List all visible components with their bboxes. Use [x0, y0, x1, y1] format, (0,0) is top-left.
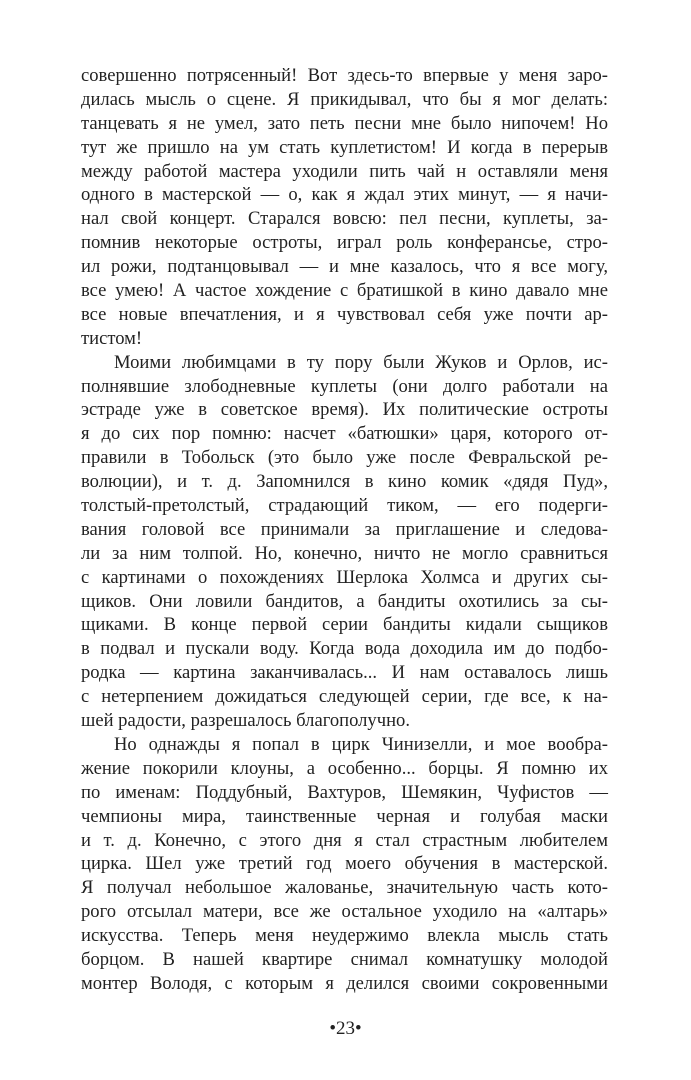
- text-line: рого отсылал матери, все же остальное уходило на «алтарь»: [81, 901, 608, 923]
- text-line: ли за ним толпой. Но, конечно, ничто не могло сравниться: [81, 542, 608, 564]
- text-line: одного в мастерской — о, как я ждал этих минут, — я начи-: [81, 184, 608, 206]
- text-line: я до сих пор помню: насчет «батюшки» царя, которого от-: [81, 423, 608, 445]
- text-line: полнявшие злободневные куплеты (они долго работали на: [81, 375, 608, 397]
- text-line: искусства. Теперь меня неудержимо влекла мысль стать: [81, 925, 608, 947]
- text-line: борцом. В нашей квартире снимал комнатушку молодой: [81, 948, 608, 970]
- text-line: жение покорили клоуны, а особенно... борцы. Я помню их: [81, 757, 608, 779]
- text-line: все новые впечатления, и я чувствовал себя уже почти ар-: [81, 303, 608, 325]
- text-line: волюции), и т. д. Запомнился в кино комик «дядя Пуд»,: [81, 471, 608, 493]
- text-line: правили в Тобольск (это было уже после Февральской ре-: [81, 447, 608, 469]
- text-line: все умею! А частое хождение с братишкой в кино давало мне: [81, 280, 608, 302]
- text-line: совершенно потрясенный! Вот здесь-то впервые у меня заро-: [81, 65, 608, 86]
- text-line: в подвал и пускали воду. Когда вода доходила им до подбо-: [81, 638, 608, 660]
- text-line: между работой мастера уходили пить чай н оставляли меня: [81, 160, 608, 182]
- text-line: родка — картина заканчивалась... И нам оставалось лишь: [81, 662, 608, 684]
- paragraph: [81, 64, 608, 351]
- text-line: цирка. Шел уже третий год моего обучения в мастерской.: [81, 853, 608, 875]
- paragraph: [81, 351, 608, 733]
- text-line: толстый-претолстый, страдающий тиком, — его подерги-: [81, 495, 608, 517]
- text-line: Я получал небольшое жалованье, значительную часть кото-: [81, 877, 608, 899]
- text-line: по именам: Поддубный, Вахтуров, Шемякин, Чуфистов —: [81, 781, 608, 803]
- text-line: Но однажды я попал в цирк Чинизелли, и мое вообра-: [114, 733, 608, 755]
- text-line: тут же пришло на ум стать куплетистом! И когда в перерыв: [81, 136, 608, 158]
- text-line: щиков. Они ловили бандитов, а бандиты охотились за сы-: [81, 590, 608, 612]
- text-line: помнив некоторые остроты, играл роль конферансье, стро-: [81, 232, 608, 254]
- text-line: шей радости, разрешалось благополучно.: [81, 710, 410, 732]
- page-number: •23•: [329, 1018, 362, 1039]
- text-line: тистом!: [81, 327, 143, 349]
- text-line: нал свой концерт. Старался вовсю: пел песни, куплеты, за-: [81, 208, 608, 230]
- text-line: вания головой все принимали за приглашение и следова-: [81, 518, 608, 540]
- text-line: ил рожи, подтанцовывал — и мне казалось, что я все могу,: [81, 256, 608, 278]
- text-line: с картинами о похождениях Шерлока Холмса и других сы-: [81, 566, 608, 588]
- text-line: Моими любимцами в ту пору были Жуков и Орлов, ис-: [114, 351, 608, 373]
- text-line: чемпионы мира, таинственные черная и голубая маски: [81, 805, 608, 827]
- text-line: с нетерпением дожидаться следующей серии, где все, к на-: [81, 686, 608, 708]
- text-line: и т. д. Конечно, с этого дня я стал страстным любителем: [81, 829, 608, 851]
- text-line: щиками. В конце первой серии бандиты кидали сыщиков: [81, 614, 608, 636]
- text-line: эстраде уже в советское время). Их политические остроты: [81, 399, 608, 421]
- page-body-text: [81, 64, 608, 996]
- text-line: танцевать я не умел, зато петь песни мне было нипочем! Но: [81, 112, 608, 134]
- text-line: монтер Володя, с которым я делился своими сокровенными: [81, 972, 608, 994]
- text-line: дилась мысль о сцене. Я прикидывал, что бы я мог делать:: [81, 88, 608, 110]
- paragraph: [81, 733, 608, 996]
